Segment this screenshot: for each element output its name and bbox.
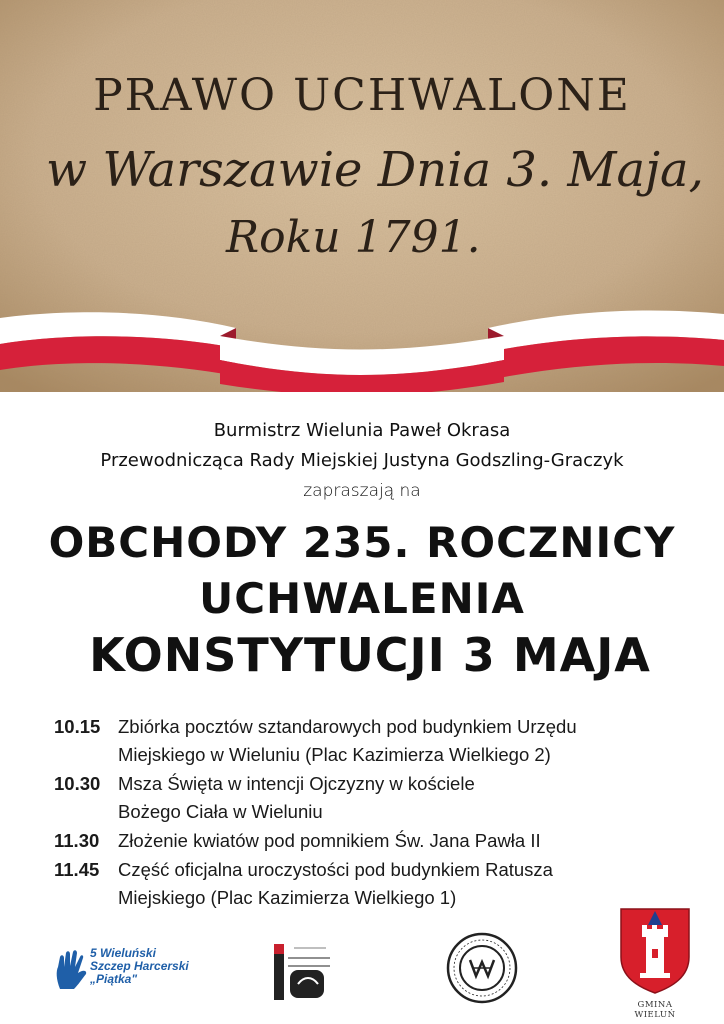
document-date-line: w Warszawie Dnia 3. Maja, xyxy=(46,142,704,198)
schedule-description: Złożenie kwiatów pod pomnikiem Św. Jana Pawła II xyxy=(118,830,541,851)
harcerski-line2: Szczep Harcerski xyxy=(90,959,189,973)
harcerski-logo xyxy=(54,945,204,995)
event-title-line1: OBCHODY 235. ROCZNICY xyxy=(48,518,676,567)
muzeum-seal-icon xyxy=(446,932,518,1004)
schedule-description: Msza Święta w intencji Ojczyzny w kościele Bożego Ciała w Wieluniu xyxy=(118,773,475,822)
schedule-item xyxy=(54,770,674,826)
event-title-line2: UCHWALENIA xyxy=(199,574,525,623)
schedule-item xyxy=(54,856,674,912)
gmina-crest xyxy=(616,905,694,1020)
event-schedule xyxy=(54,713,674,913)
harcerski-line1: 5 Wieluński xyxy=(90,946,156,960)
council-chair-name: Przewodnicząca Rady Miejskiej Justyna Godszling-Graczyk xyxy=(100,450,624,471)
gmina-label: GMINA WIELUŃ xyxy=(634,1000,676,1020)
schedule-item xyxy=(54,827,674,855)
schedule-description: Część oficjalna uroczystości pod budynkiem Ratusza Miejskiego (Plac Kazimierza Wielkiego 1) xyxy=(118,859,553,908)
tower-crest-icon xyxy=(616,905,694,995)
mayor-name: Burmistrz Wielunia Paweł Okrasa xyxy=(213,420,511,441)
harcerski-line3: „Piątka" xyxy=(90,972,138,986)
hand-icon xyxy=(54,949,88,991)
invite-text: zapraszają na xyxy=(303,481,421,501)
schedule-time: 11.30 xyxy=(54,830,100,851)
document-year-line: Roku 1791. xyxy=(226,212,481,263)
schedule-description: Zbiórka pocztów sztandarowych pod budynkiem Urzędu Miejskiego w Wieluniu (Plac Kazimierza Wielkiego 2) xyxy=(118,716,577,765)
schedule-item xyxy=(54,713,674,769)
flag-ribbon xyxy=(0,300,724,392)
event-title-line3: KONSTYTUCJI 3 MAJA xyxy=(89,628,651,682)
schedule-time: 10.15 xyxy=(54,716,101,737)
obrona-narodowa-logo xyxy=(268,936,336,1002)
document-heading: PRAWO UCHWALONE xyxy=(93,70,631,121)
header-banner xyxy=(0,0,724,392)
schedule-time: 11.45 xyxy=(54,859,100,880)
schedule-time: 10.30 xyxy=(54,773,101,794)
